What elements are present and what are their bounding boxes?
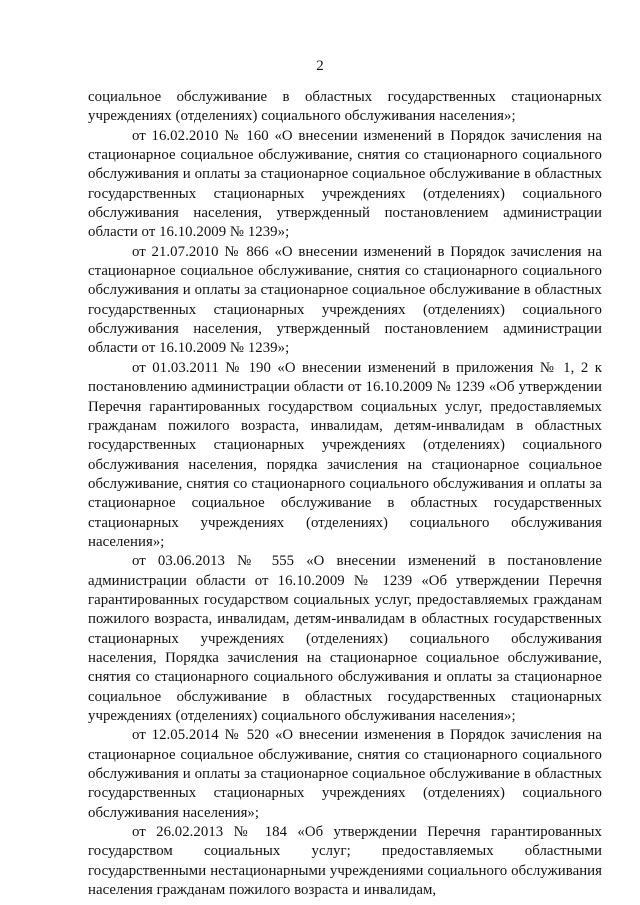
paragraph-resolution-555: от 03.06.2013 № 555 «О внесении изменений в постановление администрации области от 16.10.2009 № 1239 «Об утверждении Перечня гарантированных государством социальных услуг, предоставляемых гражданам пожилого возраста, инвалидам, детям-инвалидам в областных государственных стационарных учреждениях (отделениях) социального обслуживания населения, Порядка зачисления на стационарное социальное обслуживание, снятия со стационарного социального обслуживания и оплаты за стационарное социальное обслуживание в областных государственных стационарных учреждениях (отделениях) социального обслуживания населения»;	[88, 553, 602, 724]
paragraph-continuation: социальное обслуживание в областных государственных стационарных учреждениях (отделениях) социального обслуживания населения»;	[88, 89, 602, 125]
paragraph-resolution-520: от 12.05.2014 № 520 «О внесении изменения в Порядок зачисления на стационарное социальное обслуживание, снятия со стационарного социального обслуживания и оплаты за стационарное социальное обслуживание в областных государственных стационарных учреждениях (отделениях) социального обслуживания населения»;	[88, 727, 602, 821]
document-body	[88, 88, 602, 900]
paragraph-resolution-190: от 01.03.2011 № 190 «О внесении изменений в приложения № 1, 2 к постановлению администрации области от 16.10.2009 № 1239 «Об утверждении Перечня гарантированных государством социальных услуг, предоставляемых гражданам пожилого возраста, инвалидам, детям-инвалидам в областных государственных стационарных учреждениях (отделениях) социального обслуживания населения, порядка зачисления на стационарное социальное обслуживание, снятия со стационарного социального обслуживания и оплаты за стационарное социальное обслуживание в областных государственных стационарных учреждениях (отделениях) социального обслуживания населения»;	[88, 359, 602, 550]
paragraph-resolution-160: от 16.02.2010 № 160 «О внесении изменений в Порядок зачисления на стационарное социальное обслуживание, снятия со стационарного социального обслуживания и оплаты за стационарное социальное обслуживание в областных государственных стационарных учреждениях (отделениях) социального обслуживания населения, утвержденный постановлением администрации области от 16.10.2009 № 1239»;	[88, 127, 602, 241]
paragraph-resolution-184: от 26.02.2013 № 184 «Об утверждении Перечня гарантированных государством социальных услуг; предоставляемых областными государственными нестационарными учреждениями социального обслуживания населения гражданам пожилого возраста и инвалидам,	[88, 824, 602, 899]
page-number: 2	[316, 58, 324, 74]
paragraph-resolution-866: от 21.07.2010 № 866 «О внесении изменений в Порядок зачисления на стационарное социальное обслуживание, снятия со стационарного социального обслуживания и оплаты за стационарное социальное обслуживание в областных государственных стационарных учреждениях (отделениях) социального обслуживания населения, утвержденный постановлением администрации области от 16.10.2009 № 1239»;	[88, 243, 602, 357]
